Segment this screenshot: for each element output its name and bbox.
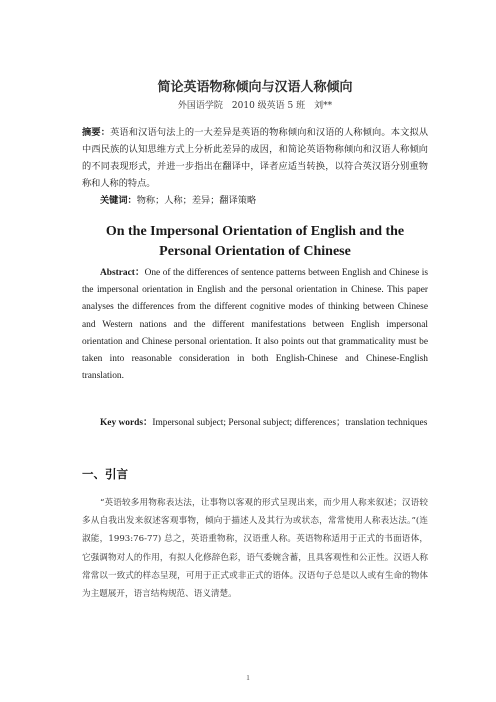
section-heading: 一、引言 bbox=[82, 467, 128, 481]
english-title: On the Impersonal Orientation of English and the Personal Orientation of Chinese bbox=[105, 224, 405, 259]
english-keywords bbox=[82, 415, 446, 432]
intro-paragraph: “英语较多用物称表达法，让事物以客观的形式呈现出来，而少用人称来叙述；汉语较多从自我出发来叙述客观事物，倾向于描述人及其行为或状态，常常使用人称表达法。”(连淑能，1993:76-77) 总之，英语重物称，汉语重人称。英语物称适用于正式的书面语体，它强调物对人的作用，有拟人化修辞色彩，语气委婉含蓄，且具客观性和公正性。汉语人称常常以一致式的样态呈现，可用于正式或非正式的语体。汉语句子总是以人或有生命的物体为主题展开，语言结构规范、语义清楚。 bbox=[82, 498, 428, 600]
english-abstract-label: Abstract： bbox=[100, 268, 145, 278]
author-line: 外国语学院 2010 级英语 5 班 刘** bbox=[177, 101, 333, 111]
english-abstract-text: One of the differences of sentence patterns between English and Chinese is the impersonal orientation in English and the personal orientation in Chinese. This paper analyses the differences from the different cognitive modes of thinking between Chinese and Western nations and the different manifestations between English impersonal orientation and Chinese personal orientation. It also points out that grammaticality must be taken into reasonable consideration in both English-Chinese and Chinese-English translation. bbox=[82, 268, 429, 382]
page-number: 1 bbox=[246, 674, 250, 682]
chinese-keywords-text: 物称；人称；差异；翻译策略 bbox=[136, 195, 257, 206]
english-keywords-text: Impersonal subject; Personal subject; differences；translation techniques bbox=[152, 418, 428, 428]
chinese-title: 简论英语物称倾向与汉语人称倾向 bbox=[157, 80, 353, 95]
chinese-keywords-label: 关键词： bbox=[100, 195, 137, 206]
chinese-abstract-text: 英语和汉语句法上的一大差异是英语的物称倾向和汉语的人称倾向。本文拟从中西民族的认知思维方式上分析此差异的成因，和简论英语物称倾向和汉语人称倾向的不同表现形式，并进一步指出在翻译中，译者应适当转换，以符合英汉语分别重物称和人称的特点。 bbox=[82, 127, 429, 189]
chinese-abstract-label: 摘要： bbox=[82, 127, 111, 138]
english-abstract bbox=[82, 265, 428, 385]
chinese-keywords bbox=[82, 192, 446, 206]
chinese-abstract bbox=[82, 124, 428, 192]
english-keywords-label: Key words： bbox=[100, 418, 153, 428]
